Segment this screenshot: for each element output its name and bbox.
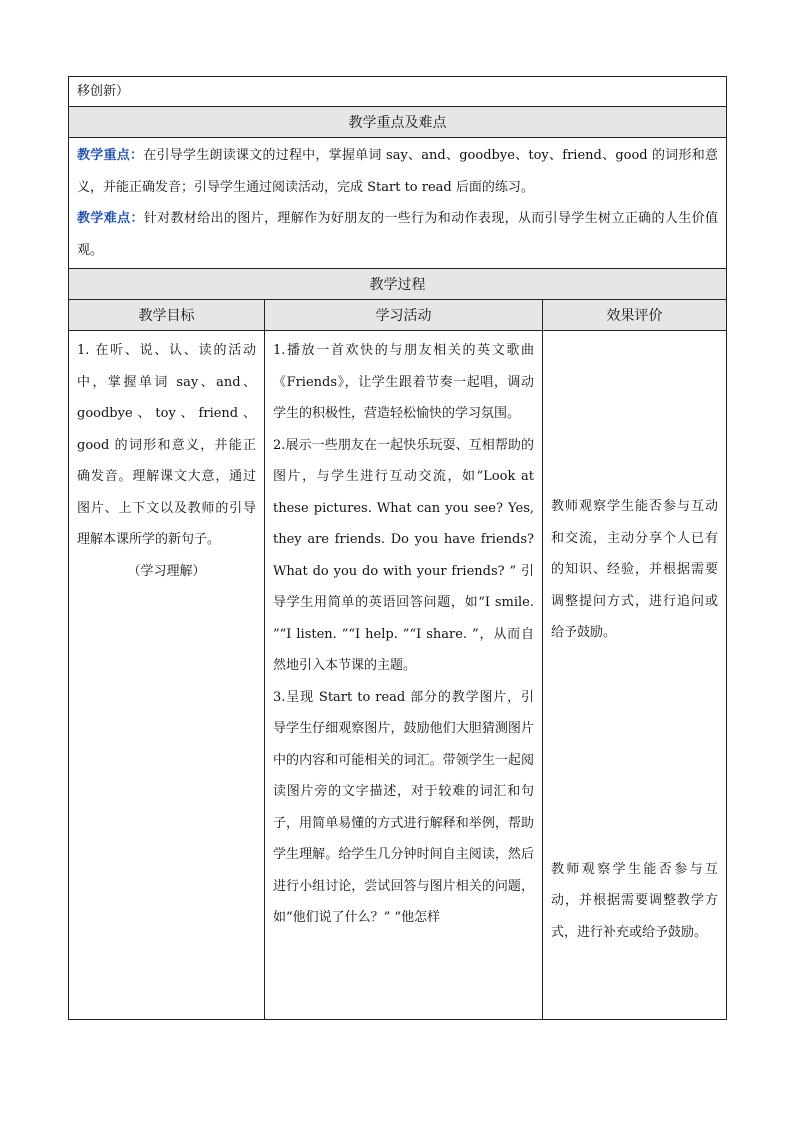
lesson-plan-page	[68, 76, 726, 1020]
focus-section-header: 教学重点及难点	[69, 107, 727, 138]
top-fragment-cell	[69, 77, 727, 107]
activity-1: 1.播放一首欢快的与朋友相关的英文歌曲《Friends》，让学生跟着节奏一起唱，调动学生的积极性，营造轻松愉快的学习氛围。	[273, 343, 534, 421]
column-header-goal: 教学目标	[69, 300, 265, 331]
top-fragment: 移创新）	[77, 84, 130, 99]
difficult-point-paragraph	[77, 203, 718, 266]
column-header-evaluation: 效果评价	[543, 300, 727, 331]
goal-cell	[69, 331, 265, 1020]
goal-text: 1. 在听、说、认、读的活动中，掌握单词 say、and、goodbye、toy、friend、good 的词形和意义，并能正确发音。理解课文大意，通过图片、上下文以及教师的引导理解本课所学的新句子。	[77, 343, 256, 547]
evaluation-spacer	[551, 649, 718, 854]
process-section-header: 教学过程	[69, 269, 727, 300]
lesson-plan-table	[68, 76, 727, 1020]
goal-tag: （学习理解）	[127, 563, 206, 579]
key-point-paragraph	[77, 140, 718, 203]
evaluation-1: 教师观察学生能否参与互动和交流，主动分享个人已有的知识、经验，并根据需要调整提问方式，进行追问或给予鼓励。	[551, 499, 719, 640]
focus-section-body	[69, 138, 727, 269]
activity-3: 3.呈现 Start to read 部分的教学图片，引导学生仔细观察图片，鼓励他们大胆猜测图片中的内容和可能相关的词汇。带领学生一起阅读图片旁的文字描述，对于较难的词汇和句子，用简单易懂的方式进行解释和举例，帮助学生理解。给学生几分钟时间自主阅读，然后进行小组讨论，尝试回答与图片相关的问题，如“他们说了什么？” “他怎样	[273, 689, 534, 925]
activity-cell	[265, 331, 543, 1020]
difficult-point-label: 教学难点：	[77, 211, 144, 226]
evaluation-2: 教师观察学生能否参与互动，并根据需要调整教学方式，进行补充或给予鼓励。	[551, 861, 719, 940]
column-header-activity: 学习活动	[265, 300, 543, 331]
difficult-point-text: 针对教材给出的图片，理解作为好朋友的一些行为和动作表现，从而引导学生树立正确的人生价值观。	[77, 211, 718, 258]
key-point-label: 教学重点：	[77, 148, 144, 163]
evaluation-cell	[543, 331, 727, 1020]
activity-2: 2.展示一些朋友在一起快乐玩耍、互相帮助的图片，与学生进行互动交流，如“Look at these pictures. What can you see? Yes, they are friends. Do you have friends? What do you do with your friends? ” 引导学生用简单的英语回答问题，如“I smile. ”“I listen. ”“I help. ”“I share. ”，从而自然地引入本节课的主题。	[273, 437, 534, 673]
key-point-text: 在引导学生朗读课文的过程中，掌握单词 say、and、goodbye、toy、friend、good 的词形和意义，并能正确发音；引导学生通过阅读活动，完成 Start to read 后面的练习。	[77, 148, 718, 195]
